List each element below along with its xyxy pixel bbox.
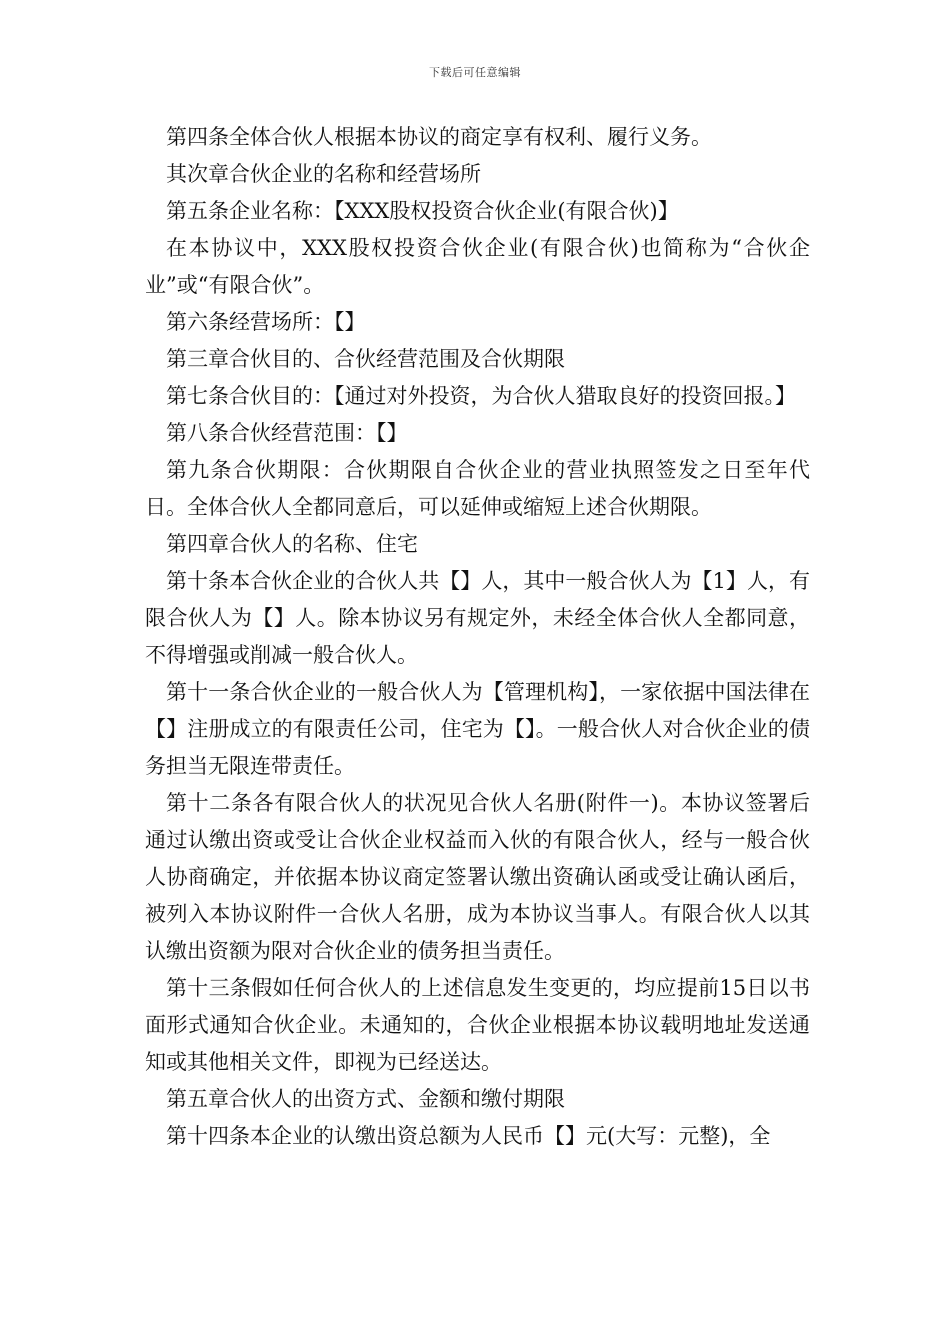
article-9: 第九条合伙期限：合伙期限自合伙企业的营业执照签发之日至年代日。全体合伙人全都同意后，可以延伸或缩短上述合伙期限。 [145,458,810,519]
article-5-abbreviation: 在本协议中，XXX股权投资合伙企业(有限合伙)也简称为“合伙企业”或“有限合伙”。 [145,236,810,297]
chapter-4-heading: 第四章合伙人的名称、住宅 [166,532,418,556]
chapter-3-heading: 第三章合伙目的、合伙经营范围及合伙期限 [166,347,565,371]
chapter-2-heading: 其次章合伙企业的名称和经营场所 [166,162,481,186]
page-header-note: 下载后可任意编辑 [429,66,521,79]
document-body [145,119,810,1155]
article-5: 第五条企业名称：【XXX股权投资合伙企业(有限合伙)】 [166,199,679,223]
article-7: 第七条合伙目的：【通过对外投资，为合伙人猎取良好的投资回报。】 [166,384,796,408]
article-8: 第八条合伙经营范围：【】 [166,421,408,445]
article-4: 第四条全体合伙人根据本协议的商定享有权利、履行义务。 [166,125,712,149]
article-13: 第十三条假如任何合伙人的上述信息发生变更的，均应提前15日以书面形式通知合伙企业。未通知的，合伙企业根据本协议载明地址发送通知或其他相关文件，即视为已经送达。 [145,976,810,1074]
article-12: 第十二条各有限合伙人的状况见合伙人名册(附件一)。本协议签署后通过认缴出资或受让合伙企业权益而入伙的有限合伙人，经与一般合伙人协商确定，并依据本协议商定签署认缴出资确认函或受让确认函后，被列入本协议附件一合伙人名册，成为本协议当事人。有限合伙人以其认缴出资额为限对合伙企业的债务担当责任。 [145,791,810,963]
article-11: 第十一条合伙企业的一般合伙人为【管理机构】，一家依据中国法律在【】注册成立的有限责任公司，住宅为【】。一般合伙人对合伙企业的债务担当无限连带责任。 [145,680,810,778]
article-10: 第十条本合伙企业的合伙人共【】人，其中一般合伙人为【1】人，有限合伙人为【】人。除本协议另有规定外，未经全体合伙人全都同意，不得增强或削减一般合伙人。 [145,569,810,667]
article-6: 第六条经营场所：【】 [166,310,366,334]
article-14: 第十四条本企业的认缴出资总额为人民币【】元(大写：元整)，全 [166,1124,771,1148]
chapter-5-heading: 第五章合伙人的出资方式、金额和缴付期限 [166,1087,565,1111]
